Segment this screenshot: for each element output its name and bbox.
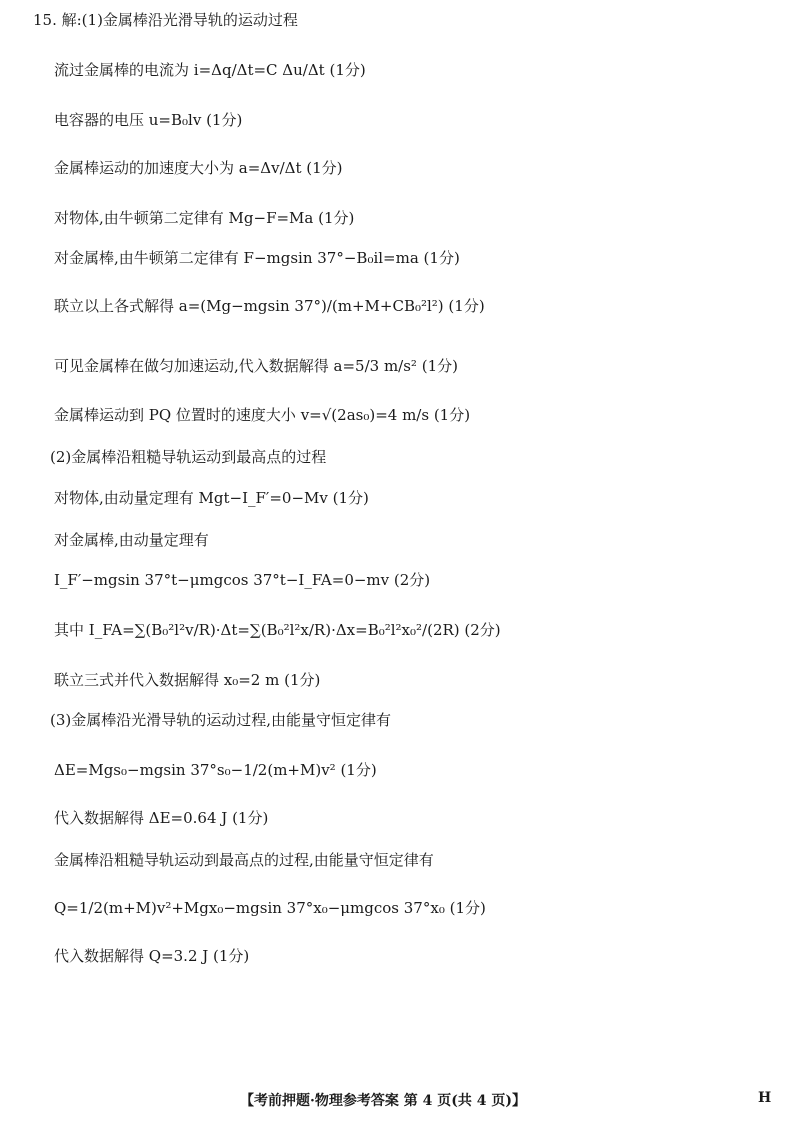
page-footer: 【考前押题·物理参考答案 第 4 页(共 4 页)】	[240, 1093, 526, 1109]
impulse-sum-equation: 其中 I_FA=∑(B₀²l²v/R)·Δt=∑(B₀²l²x/R)·Δx=B₀²l²x₀²/(2R) (2分)	[54, 621, 501, 639]
displacement-result: 联立三式并代入数据解得 x₀=2 m (1分)	[54, 671, 321, 689]
heat-result: 代入数据解得 Q=3.2 J (1分)	[54, 947, 250, 965]
acceleration-definition: 金属棒运动的加速度大小为 a=Δv/Δt (1分)	[54, 159, 343, 177]
acceleration-value: 可见金属棒在做匀加速运动,代入数据解得 a=5/3 m/s² (1分)	[54, 357, 458, 375]
voltage-equation: 电容器的电压 u=B₀lv (1分)	[54, 111, 243, 129]
part-2-heading: (2)金属棒沿粗糙导轨运动到最高点的过程	[50, 448, 327, 466]
object-momentum-theorem: 对物体,由动量定理有 Mgt−I_F′=0−Mv (1分)	[54, 489, 369, 507]
acceleration-solution: 联立以上各式解得 a=(Mg−mgsin 37°)/(m+M+CB₀²l²) (1分)	[54, 297, 485, 315]
version-letter: H	[758, 1090, 772, 1106]
rod-momentum-intro: 对金属棒,由动量定理有	[54, 531, 209, 549]
rod-newton-law: 对金属棒,由牛顿第二定律有 F−mgsin 37°−B₀il=ma (1分)	[54, 249, 460, 267]
velocity-at-pq: 金属棒运动到 PQ 位置时的速度大小 v=√(2as₀)=4 m/s (1分)	[54, 406, 471, 424]
energy-loss-equation: ΔE=Mgs₀−mgsin 37°s₀−1/2(m+M)v² (1分)	[54, 761, 377, 779]
object-newton-law: 对物体,由牛顿第二定律有 Mg−F=Ma (1分)	[54, 209, 355, 227]
current-equation: 流过金属棒的电流为 i=Δq/Δt=C Δu/Δt (1分)	[54, 61, 366, 79]
part-3-heading: (3)金属棒沿光滑导轨的运动过程,由能量守恒定律有	[50, 711, 392, 729]
rod-momentum-equation: I_F′−mgsin 37°t−μmgcos 37°t−I_FA=0−mv (2分)	[54, 571, 431, 589]
problem-title: 15. 解:(1)金属棒沿光滑导轨的运动过程	[33, 11, 298, 29]
energy-loss-result: 代入数据解得 ΔE=0.64 J (1分)	[54, 809, 269, 827]
rough-rail-energy-intro: 金属棒沿粗糙导轨运动到最高点的过程,由能量守恒定律有	[54, 851, 434, 869]
heat-equation: Q=1/2(m+M)v²+Mgx₀−mgsin 37°x₀−μmgcos 37°x₀ (1分)	[54, 899, 486, 917]
